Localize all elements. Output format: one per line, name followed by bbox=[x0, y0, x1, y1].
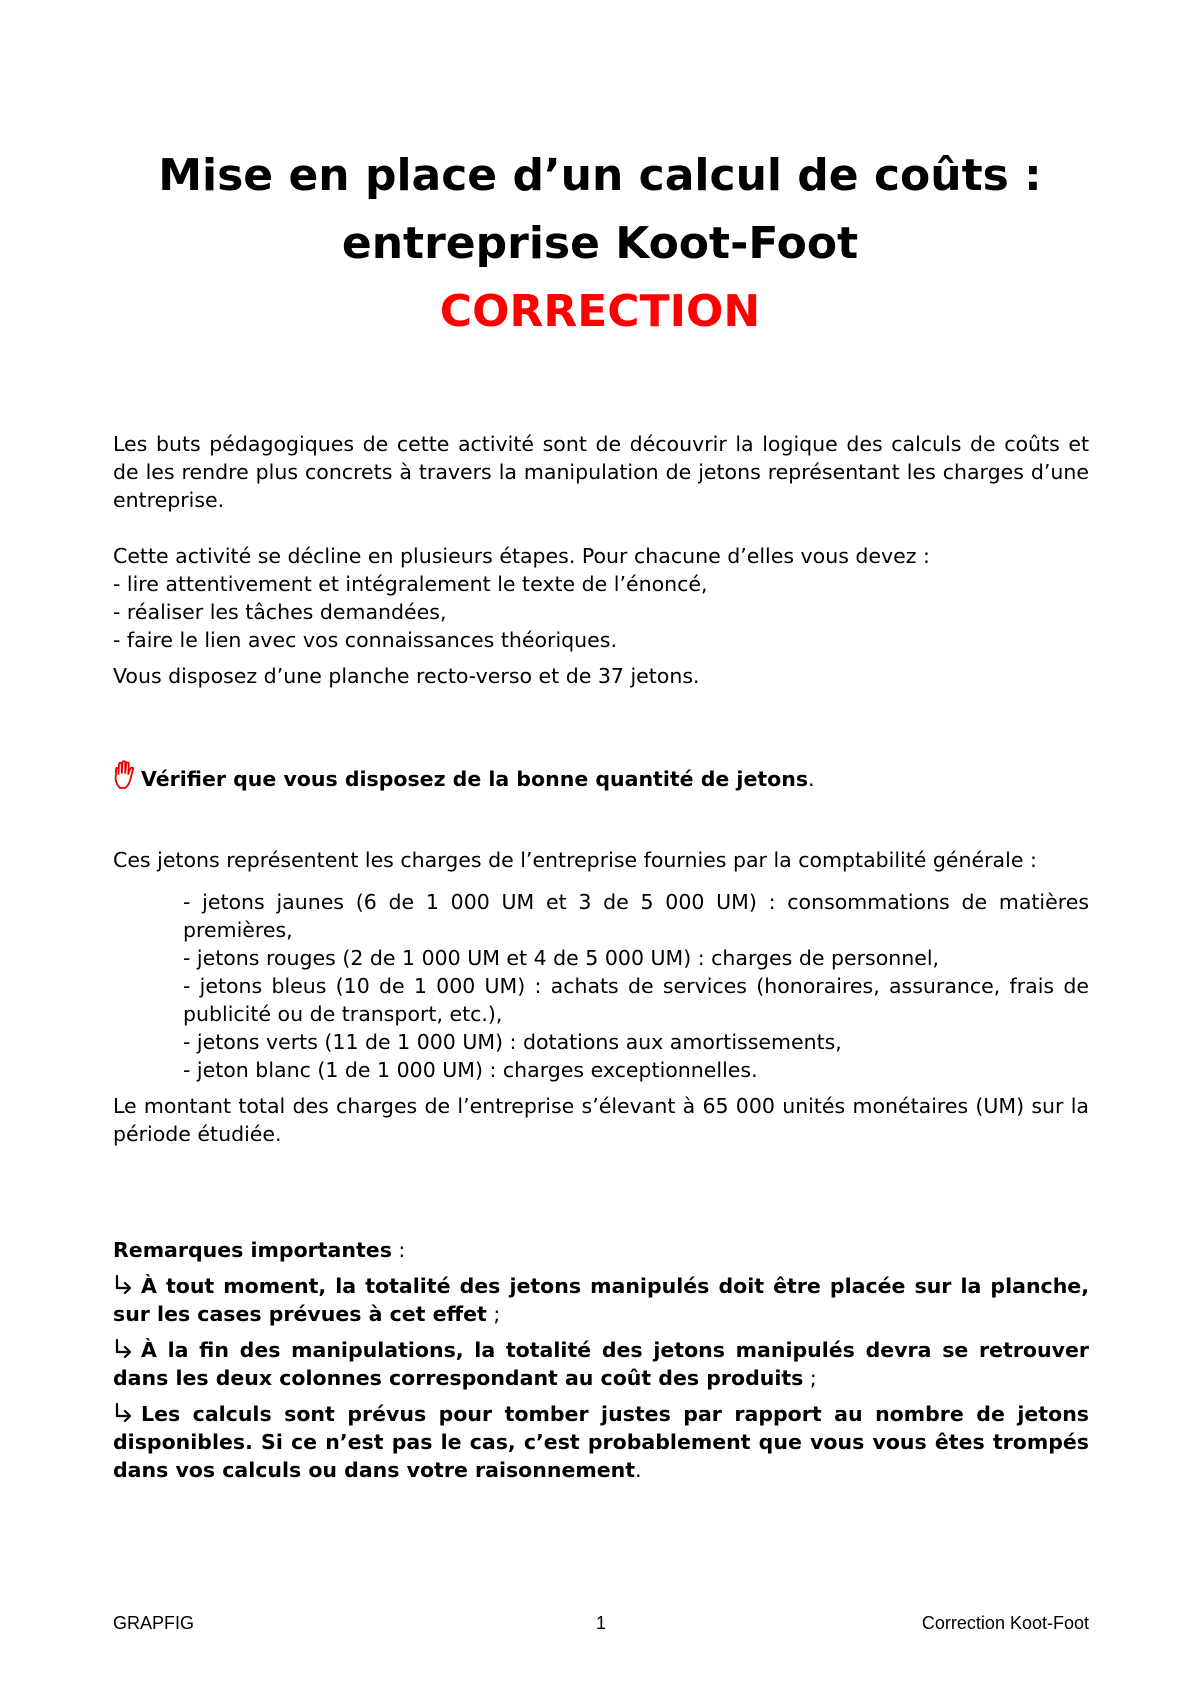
check-line: Vérifier que vous disposez de la bonne quantité de jetons. bbox=[113, 760, 1089, 793]
tokens-total: Le montant total des charges de l’entreprise s’élevant à 65 000 unités monétaires (UM) sur la période étudiée. bbox=[113, 1094, 1089, 1146]
arrow-icon bbox=[113, 1402, 135, 1424]
step-item: - lire attentivement et intégralement le texte de l’énoncé, bbox=[113, 572, 708, 596]
remarks-heading-line: Remarques importantes : bbox=[113, 1238, 406, 1262]
token-item-white: - jeton blanc (1 de 1 000 UM) : charges exceptionnelles. bbox=[183, 1058, 758, 1082]
hand-icon bbox=[113, 760, 139, 790]
material-paragraph: Vous disposez d’une planche recto-verso et de 37 jetons. bbox=[113, 664, 700, 688]
token-item-blue: - jetons bleus (10 de 1 000 UM) : achats de services (honoraires, assurance, frais de publicité ou de transport, etc.), bbox=[183, 974, 1089, 1026]
token-item-yellow: - jetons jaunes (6 de 1 000 UM et 3 de 5 000 UM) : consommations de matières premières, bbox=[183, 890, 1089, 942]
page-footer bbox=[113, 1613, 1089, 1637]
remark-item: À la fin des manipulations, la totalité des jetons manipulés devra se retrouver dans les deux colonnes correspondant au coût des produits ; bbox=[113, 1338, 1089, 1390]
page-number: 1 bbox=[595, 1613, 606, 1633]
document-body bbox=[113, 430, 1089, 690]
remark-item: À tout moment, la totalité des jetons manipulés doit être placée sur la planche, sur les cases prévues à cet effet ; bbox=[113, 1274, 1089, 1326]
tokens-section bbox=[113, 846, 1089, 1148]
arrow-icon bbox=[113, 1274, 135, 1296]
tokens-lead: Ces jetons représentent les charges de l’entreprise fournies par la comptabilité générale : bbox=[113, 848, 1037, 872]
remarks-heading: Remarques importantes bbox=[113, 1238, 392, 1262]
remark-item: Les calculs sont prévus pour tomber justes par rapport au nombre de jetons disponibles. Si ce n’est pas le cas, c’est probablement que vous vous êtes trompés dans vos calculs ou dans votre raisonnement. bbox=[113, 1402, 1089, 1482]
footer-left: GRAPFIG bbox=[113, 1613, 195, 1633]
step-item: - réaliser les tâches demandées, bbox=[113, 600, 447, 624]
step-item: - faire le lien avec vos connaissances théoriques. bbox=[113, 628, 617, 652]
title-line-2: entreprise Koot-Foot bbox=[341, 218, 859, 269]
token-item-red: - jetons rouges (2 de 1 000 UM et 4 de 5 000 UM) : charges de personnel, bbox=[183, 946, 940, 970]
remarks-section bbox=[113, 1236, 1089, 1484]
title-correction: CORRECTION bbox=[439, 286, 761, 337]
arrow-icon bbox=[113, 1338, 135, 1360]
footer-right: Correction Koot-Foot bbox=[921, 1613, 1089, 1633]
document-title bbox=[0, 142, 1200, 346]
token-item-green: - jetons verts (11 de 1 000 UM) : dotations aux amortissements, bbox=[183, 1030, 842, 1054]
steps-lead: Cette activité se décline en plusieurs étapes. Pour chacune d’elles vous devez : bbox=[113, 544, 930, 568]
check-text: Vérifier que vous disposez de la bonne quantité de jetons bbox=[141, 767, 809, 791]
title-line-1: Mise en place d’un calcul de coûts : bbox=[158, 150, 1042, 201]
intro-paragraph: Les buts pédagogiques de cette activité sont de découvrir la logique des calculs de coûts et de les rendre plus concrets à travers la manipulation de jetons représentant les charges d’une entreprise. bbox=[113, 432, 1089, 512]
